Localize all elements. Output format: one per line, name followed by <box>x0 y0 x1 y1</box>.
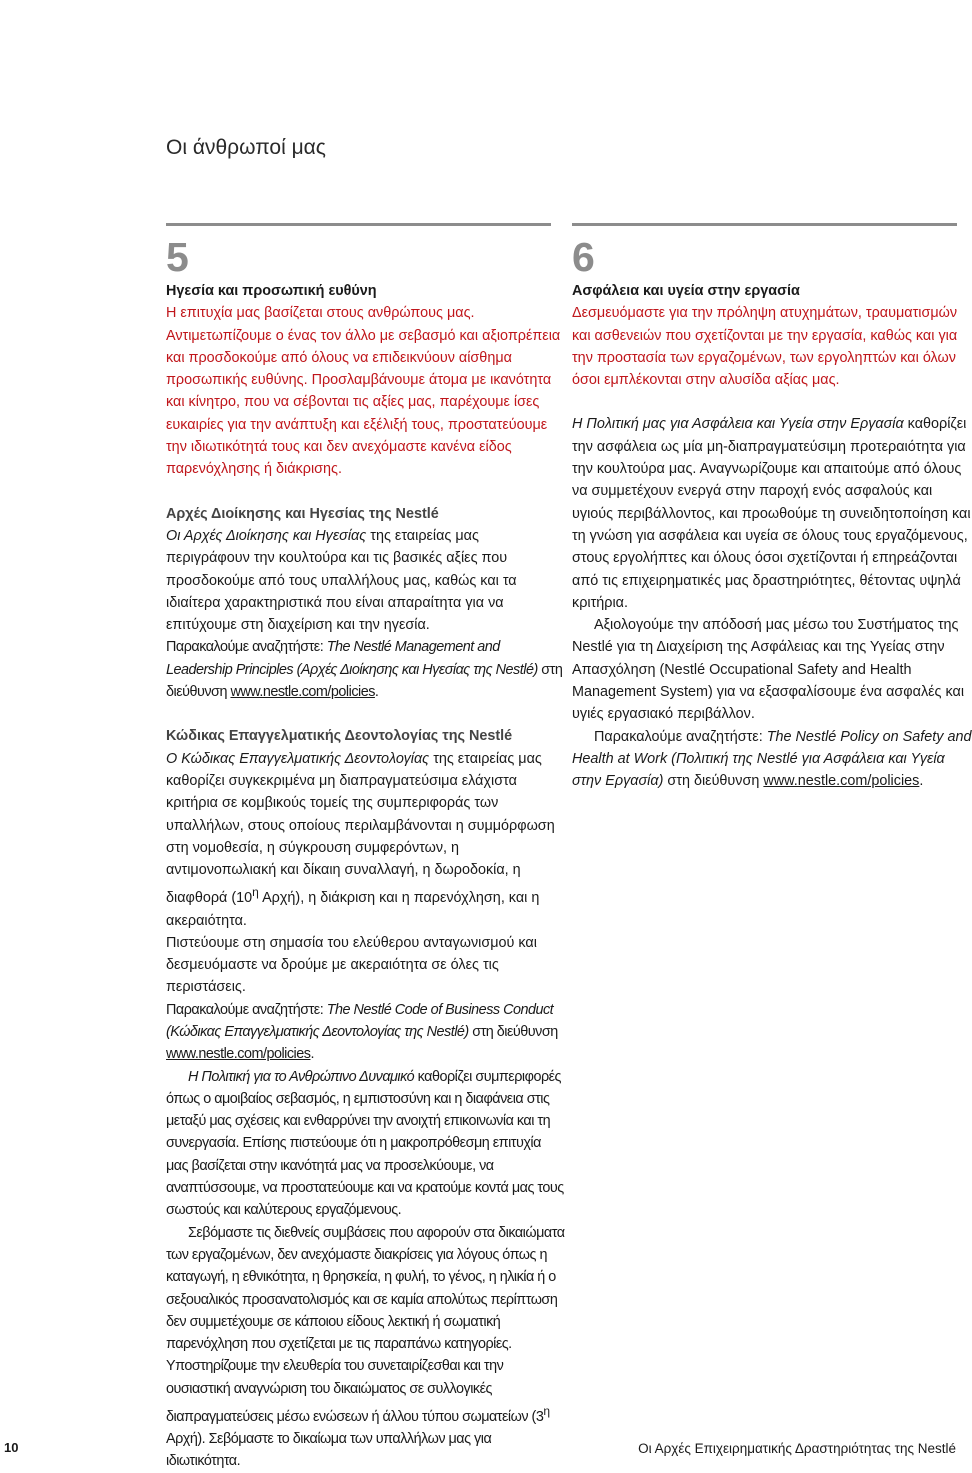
conduct-paragraph: Ο Κώδικας Επαγγελματικής Δεοντολογίας της εταιρείας μας καθορίζει συγκεκριμένα μη διαπραγματεύσιμα ελάχιστα κριτήρια σε κομβικούς τομείς της συμπεριφοράς των υπαλλήλων, στους οποίους περιλαμβάνονται η συμμόρφωση στη νομοθεσία, η σύγκρουση συμφερόντων, η αντιμονοπωλιακή και δίκαιη συναλλαγή, η δωροδοκία, η διαφθορά ($10^\eta$ Αρχή), η διάκριση και η παρενόχληση, και η ακεραιότητα. <box>166 750 555 929</box>
principles-link[interactable]: www.nestle.com/policies <box>230 684 375 701</box>
section-intro: Η επιτυχία μας βασίζεται στους ανθρώπους μας. Αντιμετωπίζουμε ο ένας τον άλλο με σεβασμό και αξιοπρέπεια και προσδοκούμε από όλους να επιδεικνύουν αίσθημα προσωπικής ευθύνης. Προσλαμβάνουμε άτομα με ικανότητα και κίνητρο, που να σέβονται τις αξίες μας, παρέχουμε ίσες ευκαιρίες για την ανάπτυξη και εξέλιξή τους, προστατεύουμε την ιδιωτικότητά τους και δεν ανεχόμαστε κανένα είδος παρενόχλησης ή διάκρισης. <box>166 305 561 478</box>
safety-policy-paragraph: Η Πολιτική μας για Ασφάλεια και Υγεία στην Εργασία καθορίζει την ασφάλεια ως μία μη-διαπραγματεύσιμη προτεραιότητα για την κουλτούρα μας. Αναγνωρίζουμε και απαιτούμε από όλους να συμμετέχουν ενεργά στην παροχή ενός ασφαλούς και υγιούς περιβάλλοντος, και προωθούμε τη συνειδητοποίηση και τη γνώση για ασφάλεια και υγεία σε όλους τους εργαζόμενους, στους εργολήπτες και όλους όσοι σχετίζονται ή επηρεάζονται από τις επιχειρηματικές μας δραστηριότητες, θέτοντας υψηλά κριτήρια. <box>572 416 971 611</box>
principles-heading: Αρχές Διοίκησης και Ηγεσίας της Nestlé <box>166 505 439 522</box>
right-section-rule <box>572 223 957 226</box>
section-number: 5 <box>166 234 189 280</box>
left-section-rule <box>166 223 551 226</box>
system-paragraph: Αξιολογούμε την απόδοσή μας μέσω του Συστήματος της Nestlé για τη Διαχείριση της Ασφάλειας και της Υγείας στην Απασχόληση (Nestlé Occupational Safety and Health Management System) για να εξασφαλίσουμε ένα ασφαλές και υγιές εργασιακό περιβάλλον. <box>572 617 965 723</box>
safety-reference: Παρακαλούμε αναζητήστε: The Nestlé Policy on Safety and Health at Work (Πολιτική της Nestlé για Ασφάλεια και Υγεία στην Εργασία) στη διεύθυνση www.nestle.com/policies. <box>572 728 972 790</box>
section-number: 6 <box>572 234 595 280</box>
conduct-heading: Κώδικας Επαγγελματικής Δεοντολογίας της Nestlé <box>166 728 513 745</box>
principles-reference: Παρακαλούμε αναζητήστε: The Nestlé Management and Leadership Principles (Αρχές Διοίκησης και Ηγεσίας της Nestlé) στη διεύθυνση www.nestle.com/policies. <box>166 639 563 701</box>
page-number: 10 <box>4 1440 19 1455</box>
section-heading: Ασφάλεια και υγεία στην εργασία <box>572 283 800 299</box>
footer-title: Οι Αρχές Επιχειρηματικής Δραστηριότητας της Nestlé <box>638 1441 956 1456</box>
conduct-reference: Παρακαλούμε αναζητήστε: The Nestlé Code of Business Conduct (Κώδικας Επαγγελματικής Δεοντολογίας της Nestlé) στη διεύθυνση www.nestle.com/policies. <box>166 1001 558 1063</box>
section-heading: Ηγεσία και προσωπική ευθύνη <box>166 283 377 299</box>
conduct-link[interactable]: www.nestle.com/policies <box>166 1046 311 1063</box>
safety-link[interactable]: www.nestle.com/policies <box>763 773 920 790</box>
right-column <box>572 232 972 793</box>
hr-policy-paragraph: Η Πολιτική για το Ανθρώπινο Δυναμικό καθορίζει συμπεριφορές όπως ο αμοιβαίος σεβασμός, η εμπιστοσύνη και η διαφάνεια στις μεταξύ μας σχέσεις και ενθαρρύνει την ανοιχτή επικοινωνία και τη συνεργασία. Επίσης πιστεύουμε ότι η μακροπρόθεσμη επιτυχία μας βασίζεται στην ικανότητά μας να προσελκύουμε, να αναπτύσσουμε, να προστατεύουμε και να κρατούμε κοντά μας τους σωστούς και καλύτερους εργαζόμενους. <box>166 1068 564 1219</box>
left-column <box>166 232 566 1473</box>
page-title: Οι άνθρωποί μας <box>166 136 326 159</box>
competition-paragraph: Πιστεύουμε στη σημασία του ελεύθερου ανταγωνισμού και δεσμευόμαστε να δρούμε με ακεραιότητα σε όλες τις περιστάσεις. <box>166 934 537 996</box>
conventions-paragraph: Σεβόμαστε τις διεθνείς συμβάσεις που αφορούν στα δικαιώματα των εργαζομένων, δεν ανεχόμαστε διακρίσεις για λόγους όπως η καταγωγή, η εθνικότητα, η θρησκεία, η φυλή, το γένος, η ηλικία ή ο σεξουαλικός προσανατολισμός και σε καμία απολύτως περίπτωση δεν συμμετέχουμε σε κάποιου είδους λεκτική ή σωματική παρενόχληση που σχετίζεται με τις παραπάνω κατηγορίες. Υποστηρίζουμε την ελευθερία του συνεταιρίζεσθαι και την ουσιαστική αναγνώριση του δικαιώματος σε συλλογικές διαπραγματεύσεις μέσω ενώσεων ή άλλου τύπου σωματείων ($3^\eta$ Αρχή). Σεβόμαστε το δικαίωμα των υπαλλήλων μας για ιδιωτικότητα. <box>166 1224 565 1470</box>
principles-paragraph: Οι Αρχές Διοίκησης και Ηγεσίας της εταιρείας μας περιγράφουν την κουλτούρα και τις βασικές αξίες που προσδοκούμε από τους υπαλλήλους μας, καθώς και τα ιδιαίτερα χαρακτηριστικά που είναι απαραίτητα για να επιτύχουμε στη διαχείριση και την ηγεσία. <box>166 527 517 634</box>
section-intro: Δεσμευόμαστε για την πρόληψη ατυχημάτων, τραυματισμών και ασθενειών που σχετίζονται με την εργασία, καθώς και για την προστασία των εργαζομένων, των εργοληπτών και όλων όσοι εμπλέκονται στην αλυσίδα αξίας μας. <box>572 305 958 389</box>
